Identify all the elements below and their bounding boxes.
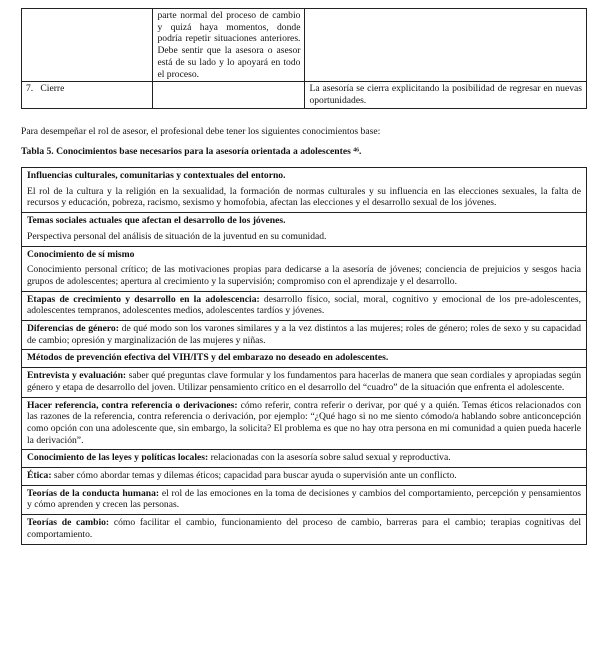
table-caption: Tabla 5. Conocimientos base necesarios para la asesoría orientada a adolescentes ⁴⁶. (21, 146, 362, 157)
table-row (22, 213, 587, 246)
section-head: Etapas de crecimiento y desarrollo en la adolescencia: (27, 293, 260, 305)
section-text: cómo referir, contra referir o derivar, por qué y a quién. Temas éticos relacionados con las razones de la referencia, contra referencia o derivación, por ejemplo: “¿Qué hago si no me siento cómodo/a hablando sobre anticoncepción como opción con una adolescente que, sin embargo, la solicita? El problema es que no hay otra persona en mi comunidad a quien pueda hacerle la derivación”. (27, 399, 581, 446)
table-row (22, 397, 587, 450)
section-text: relacionadas con la asesoría sobre salud sexual y reproductiva. (208, 452, 451, 464)
section-title: Temas sociales actuales que afectan el desarrollo de los jóvenes. (27, 215, 286, 227)
table-cell (22, 450, 587, 468)
table-row (22, 168, 587, 213)
table-cell (22, 321, 587, 350)
section-text: de qué modo son los varones similares y a la vez distintos a las mujeres; roles de género; roles de sexo y su capacidad de cambio; opresión y marginalización de las mujeres y niñas. (27, 323, 582, 346)
table-cell (22, 9, 153, 82)
table-row (22, 321, 587, 350)
table-cell (22, 397, 587, 450)
section-head: Entrevista y evaluación: (27, 370, 127, 382)
section-title: Influencias culturales, comunitarias y contextuales del entorno. (27, 170, 286, 181)
section-text: saber qué preguntas clave formular y los fundamentos para hacerlas de manera que sean cordiales y apropiadas según género y etapa de desarrollo del joven. Utilizar pensamiento crítico en el desarrollo del “cuadro” de la situación que enfrenta el adolescente. (27, 370, 581, 393)
section-title: Conocimiento de sí mismo (27, 248, 135, 260)
table-row (22, 450, 587, 468)
previous-table-continuation (21, 8, 587, 109)
table-cell (22, 213, 587, 246)
table-cell (305, 9, 587, 82)
section-text: saber cómo abordar temas y dilemas éticos; capacidad para buscar ayuda o supervisión ante un conflicto. (51, 470, 457, 482)
table-row (22, 515, 587, 544)
table-row (22, 291, 587, 320)
section-head: Diferencias de género: (27, 323, 119, 335)
section-text: cómo facilitar el cambio, funcionamiento del proceso de cambio, barreras para el cambio; terapias cognitivas del comportamiento. (27, 517, 581, 540)
stage-name: Cierre (40, 83, 65, 95)
section-body: Perspectiva personal del análisis de situación de la juventud en su comunidad. (27, 230, 327, 242)
section-head: Teorías de la conducta humana: (27, 487, 160, 499)
table-cell (22, 246, 587, 291)
table-cell (22, 515, 587, 544)
table-cell (22, 291, 587, 320)
table-cell (22, 368, 587, 397)
table-row (22, 246, 587, 291)
section-text: el rol de las emociones en la toma de decisiones y cambios del comportamiento, percepción y pensamientos y cómo aprenden y crecen las personas. (27, 487, 581, 511)
table-row (22, 82, 587, 108)
table-row (22, 368, 587, 397)
section-text: desarrollo físico, social, moral, cognitivo y emocional de los pre-adolescentes, adolescentes tempranos, adolescentes medios, adolescentes tardíos y jóvenes. (27, 293, 581, 317)
table-cell (22, 350, 587, 368)
table-row (22, 468, 587, 486)
table-cell: La asesoría se cierra explicitando la posibilidad de regresar en nuevas oportunidades. (305, 82, 587, 108)
section-body: El rol de la cultura y la religión en la sexualidad, la formación de normas culturales y su influencia en las elecciones sexuales, la falta de recursos y educación, pobreza, racismo, sexismo y homofobia, afectan las elecciones y el desarrollo sexual de los jóvenes. (27, 185, 581, 209)
section-head: Hacer referencia, contra referencia o derivaciones: (27, 399, 238, 411)
table-cell-stage (22, 82, 153, 108)
table-cell (22, 485, 587, 514)
section-head: Conocimiento de las leyes y políticas locales: (27, 452, 209, 464)
section-body: Conocimiento personal crítico; de las motivaciones propias para dedicarse a la asesoría de jóvenes; conciencia de prejuicios y sesgos hacia grupos de adolescentes; apertura al crecimiento y la supervisión; compromiso con el aprendizaje y el desarrollo. (27, 264, 581, 287)
section-title: Métodos de prevención efectiva del VIH/ITS y del embarazo no deseado en adolescentes. (27, 352, 389, 364)
knowledge-table (21, 167, 587, 545)
table-cell (22, 468, 587, 486)
intro-paragraph: Para desempeñar el rol de asesor, el profesional debe tener los siguientes conocimientos base: (21, 126, 381, 137)
stage-number: 7. (26, 83, 34, 95)
section-head: Teorías de cambio: (27, 517, 110, 529)
table-row (22, 350, 587, 368)
table-cell (22, 168, 587, 213)
table-cell: parte normal del proceso de cambio y quizá haya momentos, donde podría repetir situaciones anteriores. Debe sentir que la asesora o asesor está de su lado y lo apoyará en todo el proceso. (153, 9, 305, 82)
section-head: Ética: (27, 470, 52, 482)
table-cell (153, 82, 305, 108)
table-row (22, 9, 587, 82)
table-row (22, 485, 587, 514)
